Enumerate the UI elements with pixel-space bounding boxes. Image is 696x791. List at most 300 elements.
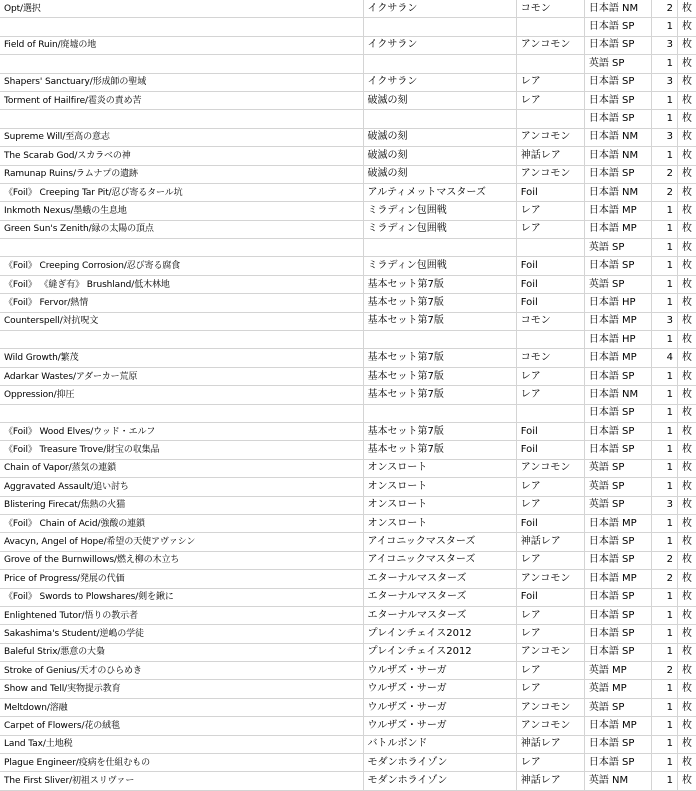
unit-cell[interactable]: 枚 [677, 717, 696, 735]
table-row [0, 0, 696, 18]
table-row [0, 147, 696, 165]
condition-cell[interactable]: 日本語 NM [584, 128, 651, 146]
set-name-cell[interactable]: 基本セット第7版 [363, 367, 516, 385]
unit-cell[interactable]: 枚 [677, 478, 696, 496]
rarity-cell[interactable]: Foil [516, 514, 584, 532]
rarity-cell[interactable]: レア [516, 220, 584, 238]
card-name-cell[interactable]: Plague Engineer/疫病を仕組むもの [0, 754, 363, 772]
set-name-cell[interactable]: ミラディン包囲戦 [363, 202, 516, 220]
quantity-cell[interactable]: 1 [651, 625, 677, 643]
rarity-cell[interactable]: レア [516, 606, 584, 624]
card-name-cell[interactable]: 《Foil》 《縫ぎ有》 Brushland/低木林地 [0, 275, 363, 293]
condition-cell[interactable]: 日本語 NM [584, 0, 651, 18]
set-name-cell[interactable]: プレインチェイス2012 [363, 625, 516, 643]
quantity-cell[interactable]: 1 [651, 735, 677, 753]
set-name-cell[interactable] [363, 110, 516, 128]
unit-cell[interactable]: 枚 [677, 496, 696, 514]
table-row [0, 625, 696, 643]
rarity-cell[interactable]: Foil [516, 294, 584, 312]
rarity-cell[interactable]: アンコモン [516, 570, 584, 588]
rarity-cell[interactable]: レア [516, 754, 584, 772]
unit-cell[interactable]: 枚 [677, 606, 696, 624]
quantity-cell[interactable]: 1 [651, 239, 677, 257]
quantity-cell[interactable]: 1 [651, 202, 677, 220]
card-name-cell[interactable]: 《Foil》 Creeping Corrosion/忍び寄る腐食 [0, 257, 363, 275]
unit-cell[interactable]: 枚 [677, 551, 696, 569]
table-row [0, 662, 696, 680]
unit-cell[interactable]: 枚 [677, 331, 696, 349]
card-name-cell[interactable]: Baleful Strix/悪意の大梟 [0, 643, 363, 661]
rarity-cell[interactable] [516, 331, 584, 349]
condition-cell[interactable]: 日本語 SP [584, 73, 651, 91]
table-row [0, 386, 696, 404]
set-name-cell[interactable]: ウルザズ・サーガ [363, 662, 516, 680]
quantity-cell[interactable]: 1 [651, 478, 677, 496]
set-name-cell[interactable]: 基本セット第7版 [363, 275, 516, 293]
card-name-cell[interactable]: 《Foil》 Wood Elves/ウッド・エルフ [0, 422, 363, 440]
table-row [0, 459, 696, 477]
condition-cell[interactable]: 日本語 MP [584, 349, 651, 367]
rarity-cell[interactable]: コモン [516, 312, 584, 330]
rarity-cell[interactable]: レア [516, 91, 584, 109]
unit-cell[interactable]: 枚 [677, 698, 696, 716]
set-name-cell[interactable]: ウルザズ・サーガ [363, 680, 516, 698]
quantity-cell[interactable]: 1 [651, 404, 677, 422]
quantity-cell[interactable]: 3 [651, 36, 677, 54]
quantity-cell[interactable]: 2 [651, 570, 677, 588]
unit-cell[interactable]: 枚 [677, 772, 696, 790]
unit-cell[interactable]: 枚 [677, 257, 696, 275]
card-name-cell[interactable]: The First Sliver/初祖スリヴァー [0, 772, 363, 790]
table-row [0, 220, 696, 238]
rarity-cell[interactable]: Foil [516, 422, 584, 440]
card-name-cell[interactable]: Opt/選択 [0, 0, 363, 18]
condition-cell[interactable]: 日本語 MP [584, 717, 651, 735]
rarity-cell[interactable]: アンコモン [516, 643, 584, 661]
card-name-cell[interactable]: Show and Tell/実物提示教育 [0, 680, 363, 698]
card-name-cell[interactable]: Grove of the Burnwillows/燃え柳の木立ち [0, 551, 363, 569]
rarity-cell[interactable]: レア [516, 202, 584, 220]
set-name-cell[interactable]: オンスロート [363, 459, 516, 477]
unit-cell[interactable]: 枚 [677, 386, 696, 404]
set-name-cell[interactable]: 破滅の刻 [363, 91, 516, 109]
card-name-cell[interactable]: Price of Progress/発展の代価 [0, 570, 363, 588]
condition-cell[interactable]: 日本語 MP [584, 312, 651, 330]
rarity-cell[interactable]: アンコモン [516, 36, 584, 54]
rarity-cell[interactable] [516, 55, 584, 73]
rarity-cell[interactable]: コモン [516, 0, 584, 18]
table-row [0, 349, 696, 367]
quantity-cell[interactable]: 1 [651, 533, 677, 551]
unit-cell[interactable]: 枚 [677, 404, 696, 422]
card-name-cell[interactable]: Carpet of Flowers/花の絨毯 [0, 717, 363, 735]
card-name-cell[interactable]: Enlightened Tutor/悟りの教示者 [0, 606, 363, 624]
rarity-cell[interactable]: アンコモン [516, 717, 584, 735]
rarity-cell[interactable]: レア [516, 367, 584, 385]
card-name-cell[interactable]: Avacyn, Angel of Hope/希望の天使アヴァシン [0, 533, 363, 551]
set-name-cell[interactable]: ウルザズ・サーガ [363, 698, 516, 716]
card-name-cell[interactable]: Supreme Will/至高の意志 [0, 128, 363, 146]
quantity-cell[interactable]: 1 [651, 422, 677, 440]
set-name-cell[interactable] [363, 404, 516, 422]
set-name-cell[interactable]: イクサラン [363, 36, 516, 54]
condition-cell[interactable]: 日本語 SP [584, 588, 651, 606]
quantity-cell[interactable]: 2 [651, 183, 677, 201]
set-name-cell[interactable]: イクサラン [363, 0, 516, 18]
unit-cell[interactable]: 枚 [677, 0, 696, 18]
table-row [0, 772, 696, 790]
rarity-cell[interactable] [516, 18, 584, 36]
condition-cell[interactable]: 日本語 SP [584, 18, 651, 36]
quantity-cell[interactable]: 2 [651, 0, 677, 18]
table-row [0, 588, 696, 606]
unit-cell[interactable]: 枚 [677, 570, 696, 588]
set-name-cell[interactable]: オンスロート [363, 514, 516, 532]
rarity-cell[interactable]: レア [516, 496, 584, 514]
card-name-cell[interactable]: Counterspell/対抗呪文 [0, 312, 363, 330]
set-name-cell[interactable]: 破滅の刻 [363, 128, 516, 146]
unit-cell[interactable]: 枚 [677, 18, 696, 36]
set-name-cell[interactable]: 破滅の刻 [363, 165, 516, 183]
unit-cell[interactable]: 枚 [677, 680, 696, 698]
card-name-cell[interactable]: 《Foil》 Swords to Plowshares/剣を鍬に [0, 588, 363, 606]
quantity-cell[interactable]: 2 [651, 662, 677, 680]
quantity-cell[interactable]: 1 [651, 294, 677, 312]
card-name-cell[interactable]: Wild Growth/繁茂 [0, 349, 363, 367]
set-name-cell[interactable]: 基本セット第7版 [363, 386, 516, 404]
rarity-cell[interactable]: レア [516, 625, 584, 643]
unit-cell[interactable]: 枚 [677, 625, 696, 643]
condition-cell[interactable]: 日本語 MP [584, 570, 651, 588]
table-row [0, 275, 696, 293]
card-name-cell[interactable]: Ramunap Ruins/ラムナプの遺跡 [0, 165, 363, 183]
card-name-cell[interactable]: Field of Ruin/廃墟の地 [0, 36, 363, 54]
unit-cell[interactable]: 枚 [677, 422, 696, 440]
set-name-cell[interactable]: バトルボンド [363, 735, 516, 753]
table-row [0, 422, 696, 440]
set-name-cell[interactable]: エターナルマスターズ [363, 588, 516, 606]
table-row [0, 165, 696, 183]
table-row [0, 404, 696, 422]
card-name-cell[interactable]: Land Tax/土地税 [0, 735, 363, 753]
quantity-cell[interactable]: 2 [651, 551, 677, 569]
card-name-cell[interactable]: Torment of Hailfire/雹炎の責め苦 [0, 91, 363, 109]
card-name-cell[interactable] [0, 239, 363, 257]
table-row [0, 680, 696, 698]
table-row [0, 514, 696, 532]
set-name-cell[interactable]: ミラディン包囲戦 [363, 257, 516, 275]
card-name-cell[interactable]: Stroke of Genius/天才のひらめき [0, 662, 363, 680]
table-row [0, 754, 696, 772]
rarity-cell[interactable]: 神話レア [516, 533, 584, 551]
set-name-cell[interactable] [363, 331, 516, 349]
unit-cell[interactable]: 枚 [677, 128, 696, 146]
condition-cell[interactable]: 日本語 HP [584, 294, 651, 312]
condition-cell[interactable]: 英語 MP [584, 662, 651, 680]
card-name-cell[interactable]: Sakashima's Student/逆嶋の学徒 [0, 625, 363, 643]
quantity-cell[interactable]: 1 [651, 514, 677, 532]
condition-cell[interactable]: 日本語 SP [584, 754, 651, 772]
condition-cell[interactable]: 日本語 NM [584, 183, 651, 201]
card-name-cell[interactable] [0, 18, 363, 36]
table-row [0, 570, 696, 588]
quantity-cell[interactable]: 1 [651, 754, 677, 772]
condition-cell[interactable]: 日本語 SP [584, 257, 651, 275]
card-name-cell[interactable]: Chain of Vapor/蒸気の連鎖 [0, 459, 363, 477]
table-row [0, 294, 696, 312]
unit-cell[interactable]: 枚 [677, 441, 696, 459]
condition-cell[interactable]: 日本語 NM [584, 386, 651, 404]
quantity-cell[interactable]: 3 [651, 73, 677, 91]
quantity-cell[interactable]: 1 [651, 680, 677, 698]
rarity-cell[interactable] [516, 404, 584, 422]
table-row [0, 36, 696, 54]
condition-cell[interactable]: 英語 SP [584, 239, 651, 257]
set-name-cell[interactable]: オンスロート [363, 496, 516, 514]
card-name-cell[interactable]: The Scarab God/スカラベの神 [0, 147, 363, 165]
card-name-cell[interactable] [0, 404, 363, 422]
card-name-cell[interactable]: Blistering Firecat/焦熱の火猫 [0, 496, 363, 514]
condition-cell[interactable]: 英語 MP [584, 680, 651, 698]
quantity-cell[interactable]: 1 [651, 331, 677, 349]
table-row [0, 55, 696, 73]
quantity-cell[interactable]: 1 [651, 18, 677, 36]
unit-cell[interactable]: 枚 [677, 36, 696, 54]
rarity-cell[interactable]: アンコモン [516, 128, 584, 146]
set-name-cell[interactable]: オンスロート [363, 478, 516, 496]
condition-cell[interactable]: 日本語 SP [584, 551, 651, 569]
rarity-cell[interactable]: Foil [516, 257, 584, 275]
card-name-cell[interactable] [0, 110, 363, 128]
quantity-cell[interactable]: 1 [651, 257, 677, 275]
quantity-cell[interactable]: 1 [651, 643, 677, 661]
card-name-cell[interactable]: 《Foil》 Chain of Acid/強酸の連鎖 [0, 514, 363, 532]
unit-cell[interactable]: 枚 [677, 294, 696, 312]
quantity-cell[interactable]: 1 [651, 459, 677, 477]
card-name-cell[interactable] [0, 55, 363, 73]
unit-cell[interactable]: 枚 [677, 165, 696, 183]
table-row [0, 606, 696, 624]
condition-cell[interactable]: 日本語 SP [584, 735, 651, 753]
set-name-cell[interactable] [363, 55, 516, 73]
set-name-cell[interactable]: イクサラン [363, 73, 516, 91]
unit-cell[interactable]: 枚 [677, 275, 696, 293]
unit-cell[interactable]: 枚 [677, 73, 696, 91]
set-name-cell[interactable]: 基本セット第7版 [363, 349, 516, 367]
set-name-cell[interactable]: エターナルマスターズ [363, 570, 516, 588]
condition-cell[interactable]: 日本語 SP [584, 36, 651, 54]
condition-cell[interactable]: 日本語 SP [584, 367, 651, 385]
quantity-cell[interactable]: 1 [651, 441, 677, 459]
quantity-cell[interactable]: 1 [651, 55, 677, 73]
card-name-cell[interactable]: Oppression/抑圧 [0, 386, 363, 404]
rarity-cell[interactable]: Foil [516, 275, 584, 293]
set-name-cell[interactable]: モダンホライゾン [363, 772, 516, 790]
condition-cell[interactable]: 日本語 NM [584, 147, 651, 165]
quantity-cell[interactable]: 1 [651, 91, 677, 109]
unit-cell[interactable]: 枚 [677, 662, 696, 680]
quantity-cell[interactable]: 1 [651, 147, 677, 165]
condition-cell[interactable]: 英語 NM [584, 772, 651, 790]
condition-cell[interactable]: 英語 SP [584, 275, 651, 293]
unit-cell[interactable]: 枚 [677, 312, 696, 330]
card-name-cell[interactable]: Shapers' Sanctuary/形成師の聖域 [0, 73, 363, 91]
rarity-cell[interactable]: レア [516, 551, 584, 569]
table-row [0, 643, 696, 661]
table-row [0, 73, 696, 91]
rarity-cell[interactable]: 神話レア [516, 735, 584, 753]
rarity-cell[interactable]: アンコモン [516, 698, 584, 716]
table-row [0, 110, 696, 128]
rarity-cell[interactable]: レア [516, 73, 584, 91]
set-name-cell[interactable]: モダンホライゾン [363, 754, 516, 772]
condition-cell[interactable]: 日本語 SP [584, 643, 651, 661]
rarity-cell[interactable]: レア [516, 386, 584, 404]
set-name-cell[interactable]: 基本セット第7版 [363, 294, 516, 312]
rarity-cell[interactable]: レア [516, 478, 584, 496]
rarity-cell[interactable]: 神話レア [516, 772, 584, 790]
condition-cell[interactable]: 日本語 SP [584, 606, 651, 624]
table-row [0, 496, 696, 514]
set-name-cell[interactable]: プレインチェイス2012 [363, 643, 516, 661]
rarity-cell[interactable]: レア [516, 662, 584, 680]
condition-cell[interactable]: 日本語 SP [584, 422, 651, 440]
quantity-cell[interactable]: 1 [651, 717, 677, 735]
set-name-cell[interactable]: ミラディン包囲戦 [363, 220, 516, 238]
set-name-cell[interactable]: 基本セット第7版 [363, 312, 516, 330]
card-name-cell[interactable]: Inkmoth Nexus/墨蛾の生息地 [0, 202, 363, 220]
table-row [0, 183, 696, 201]
table-row [0, 128, 696, 146]
card-name-cell[interactable] [0, 331, 363, 349]
quantity-cell[interactable]: 1 [651, 386, 677, 404]
unit-cell[interactable]: 枚 [677, 367, 696, 385]
table-row [0, 735, 696, 753]
set-name-cell[interactable]: 基本セット第7版 [363, 422, 516, 440]
table-row [0, 441, 696, 459]
table-row [0, 312, 696, 330]
unit-cell[interactable]: 枚 [677, 735, 696, 753]
table-row [0, 91, 696, 109]
rarity-cell[interactable]: 神話レア [516, 147, 584, 165]
unit-cell[interactable]: 枚 [677, 91, 696, 109]
card-name-cell[interactable]: Adarkar Wastes/アダーカー荒原 [0, 367, 363, 385]
quantity-cell[interactable]: 1 [651, 698, 677, 716]
quantity-cell[interactable]: 1 [651, 588, 677, 606]
card-name-cell[interactable]: 《Foil》 Fervor/熱情 [0, 294, 363, 312]
condition-cell[interactable]: 日本語 SP [584, 91, 651, 109]
table-row [0, 478, 696, 496]
unit-cell[interactable]: 枚 [677, 514, 696, 532]
quantity-cell[interactable]: 1 [651, 772, 677, 790]
table-row [0, 202, 696, 220]
card-name-cell[interactable]: 《Foil》 Creeping Tar Pit/忍び寄るタール坑 [0, 183, 363, 201]
unit-cell[interactable]: 枚 [677, 459, 696, 477]
set-name-cell[interactable]: アルティメットマスターズ [363, 183, 516, 201]
condition-cell[interactable]: 英語 SP [584, 496, 651, 514]
unit-cell[interactable]: 枚 [677, 202, 696, 220]
quantity-cell[interactable]: 3 [651, 496, 677, 514]
condition-cell[interactable]: 英語 SP [584, 55, 651, 73]
rarity-cell[interactable]: アンコモン [516, 459, 584, 477]
card-name-cell[interactable]: Green Sun's Zenith/緑の太陽の頂点 [0, 220, 363, 238]
card-name-cell[interactable]: Meltdown/溶融 [0, 698, 363, 716]
rarity-cell[interactable]: アンコモン [516, 165, 584, 183]
condition-cell[interactable]: 日本語 MP [584, 514, 651, 532]
unit-cell[interactable]: 枚 [677, 643, 696, 661]
table-row [0, 698, 696, 716]
set-name-cell[interactable]: 破滅の刻 [363, 147, 516, 165]
quantity-cell[interactable]: 1 [651, 367, 677, 385]
condition-cell[interactable]: 日本語 MP [584, 202, 651, 220]
condition-cell[interactable]: 日本語 SP [584, 110, 651, 128]
condition-cell[interactable]: 日本語 HP [584, 331, 651, 349]
rarity-cell[interactable]: Foil [516, 183, 584, 201]
card-name-cell[interactable]: Aggravated Assault/追い討ち [0, 478, 363, 496]
quantity-cell[interactable]: 1 [651, 110, 677, 128]
set-name-cell[interactable] [363, 239, 516, 257]
condition-cell[interactable]: 日本語 SP [584, 165, 651, 183]
quantity-cell[interactable]: 1 [651, 275, 677, 293]
table-row [0, 551, 696, 569]
set-name-cell[interactable]: 基本セット第7版 [363, 441, 516, 459]
quantity-cell[interactable]: 1 [651, 606, 677, 624]
unit-cell[interactable]: 枚 [677, 239, 696, 257]
set-name-cell[interactable] [363, 18, 516, 36]
table-row [0, 257, 696, 275]
condition-cell[interactable]: 日本語 SP [584, 404, 651, 422]
quantity-cell[interactable]: 4 [651, 349, 677, 367]
condition-cell[interactable]: 日本語 SP [584, 533, 651, 551]
unit-cell[interactable]: 枚 [677, 220, 696, 238]
rarity-cell[interactable]: コモン [516, 349, 584, 367]
rarity-cell[interactable] [516, 110, 584, 128]
unit-cell[interactable]: 枚 [677, 183, 696, 201]
unit-cell[interactable]: 枚 [677, 754, 696, 772]
unit-cell[interactable]: 枚 [677, 147, 696, 165]
quantity-cell[interactable]: 3 [651, 128, 677, 146]
condition-cell[interactable]: 日本語 SP [584, 441, 651, 459]
unit-cell[interactable]: 枚 [677, 55, 696, 73]
table-row [0, 331, 696, 349]
set-name-cell[interactable]: ウルザズ・サーガ [363, 717, 516, 735]
quantity-cell[interactable]: 1 [651, 220, 677, 238]
quantity-cell[interactable]: 3 [651, 312, 677, 330]
unit-cell[interactable]: 枚 [677, 110, 696, 128]
condition-cell[interactable]: 英語 SP [584, 698, 651, 716]
unit-cell[interactable]: 枚 [677, 349, 696, 367]
set-name-cell[interactable]: エターナルマスターズ [363, 606, 516, 624]
set-name-cell[interactable]: アイコニックマスターズ [363, 551, 516, 569]
unit-cell[interactable]: 枚 [677, 533, 696, 551]
set-name-cell[interactable]: アイコニックマスターズ [363, 533, 516, 551]
card-name-cell[interactable]: 《Foil》 Treasure Trove/財宝の収集品 [0, 441, 363, 459]
condition-cell[interactable]: 日本語 SP [584, 625, 651, 643]
condition-cell[interactable]: 英語 SP [584, 459, 651, 477]
rarity-cell[interactable]: レア [516, 680, 584, 698]
table-row [0, 533, 696, 551]
rarity-cell[interactable]: Foil [516, 588, 584, 606]
table-row [0, 717, 696, 735]
condition-cell[interactable]: 日本語 MP [584, 220, 651, 238]
rarity-cell[interactable] [516, 239, 584, 257]
unit-cell[interactable]: 枚 [677, 588, 696, 606]
table-row [0, 367, 696, 385]
rarity-cell[interactable]: Foil [516, 441, 584, 459]
quantity-cell[interactable]: 2 [651, 165, 677, 183]
table-row [0, 18, 696, 36]
condition-cell[interactable]: 英語 SP [584, 478, 651, 496]
